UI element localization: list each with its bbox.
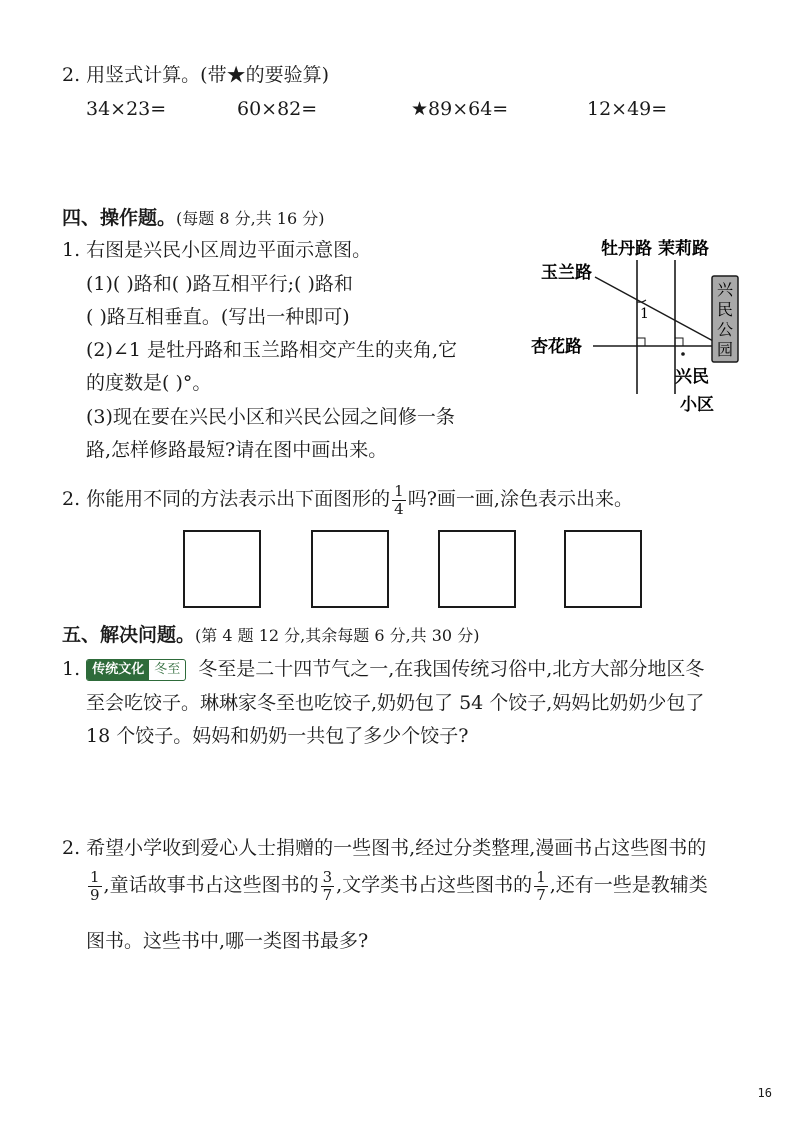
question-4-1-part3-line1: (3)现在要在兴民小区和兴民公园之间修一条: [86, 406, 455, 428]
badge-sub-label: 冬至: [154, 662, 181, 677]
question-4-1-part3-line2: 路,怎样修路最短?请在图中画出来。: [86, 439, 388, 461]
right-angle-mark-1: [637, 338, 645, 346]
calc-problem-4: 12×49=: [587, 98, 668, 120]
section-4-heading: 四、操作题。: [62, 207, 177, 229]
question-4-1-part2-line1: (2)∠1 是牡丹路和玉兰路相交产生的夹角,它: [86, 339, 458, 361]
badge-main-label: 传统文化: [87, 660, 149, 680]
fraction-numerator: 1: [536, 867, 546, 886]
question-4-1-part2-line2: 的度数是( )°。: [86, 372, 212, 394]
question-4-1-part1-line1: (1)( )路和( )路互相平行;( )路和: [86, 273, 353, 295]
question-5-2-line1: 2. 希望小学收到爱心人士捐赠的一些图书,经过分类整理,漫画书占这些图书的: [62, 837, 707, 859]
yulan-road-line: [595, 277, 715, 342]
right-angle-mark-2: [675, 338, 683, 346]
calc-problem-3: ★89×64=: [411, 98, 509, 120]
drawing-square-2[interactable]: [311, 530, 389, 608]
one-quarter-fraction: [392, 483, 406, 518]
question-5-1-line3: 18 个饺子。妈妈和奶奶一共包了多少个饺子?: [86, 725, 469, 747]
calc-problem-1: 34×23=: [86, 98, 167, 120]
label-community-line1: 兴民: [675, 367, 709, 387]
angle-1-label: 1: [640, 306, 649, 322]
label-moli-road: 茉莉路: [658, 239, 709, 259]
fraction-denominator: 4: [394, 499, 404, 518]
question-4-2: [62, 482, 633, 518]
question-5-2-seg1: ,童话故事书占这些图书的: [103, 874, 319, 896]
label-yulan-road: 玉兰路: [541, 263, 592, 283]
section-4-header: [62, 205, 324, 232]
question-5-2-seg3: ,还有一些是教辅类: [549, 874, 708, 896]
park-char-1: 兴: [716, 280, 734, 299]
question-4-1-part1-line2: ( )路互相垂直。(写出一种即可): [86, 306, 350, 328]
fraction-numerator: 3: [322, 867, 333, 886]
community-point: [681, 352, 685, 356]
drawing-square-1[interactable]: [183, 530, 261, 608]
section-5-heading: 五、解决问题。: [62, 624, 196, 646]
question-5-1-line2: 至会吃饺子。琳琳家冬至也吃饺子,奶奶包了 54 个饺子,妈妈比奶奶少包了: [86, 692, 705, 714]
section-4-points: (每题 8 分,共 16 分): [176, 209, 325, 228]
park-char-3: 公: [716, 320, 734, 339]
question-5-2-seg2: ,文学类书占这些图书的: [336, 874, 533, 896]
fraction-numerator: 1: [394, 481, 404, 500]
question-5-1-text-line1: 冬至是二十四节气之一,在我国传统习俗中,北方大部分地区冬: [198, 658, 705, 680]
label-xinghua-road: 杏花路: [531, 337, 582, 357]
question-3-2-title: 2. 用竖式计算。(带★的要验算): [62, 64, 329, 86]
section-5-header: [62, 622, 479, 649]
fraction-denominator: 7: [322, 885, 333, 904]
question-5-1-number: 1.: [62, 658, 81, 680]
traditional-culture-badge: [86, 659, 186, 681]
neighborhood-map: [525, 232, 745, 422]
fraction-one-seventh: [534, 869, 548, 904]
label-community-line2: 小区: [680, 395, 714, 415]
question-5-2-line2: [86, 866, 708, 904]
question-5-1-line1: [62, 656, 704, 682]
section-5-points: (第 4 题 12 分,其余每题 6 分,共 30 分): [195, 626, 480, 645]
calc-problem-2: 60×82=: [237, 98, 318, 120]
drawing-square-4[interactable]: [564, 530, 642, 608]
drawing-square-3[interactable]: [438, 530, 516, 608]
fraction-three-sevenths: [321, 869, 335, 904]
question-4-2-text-after: 吗?画一画,涂色表示出来。: [407, 488, 633, 510]
fraction-one-ninth: [88, 869, 102, 904]
question-4-1-stem: 1. 右图是兴民小区周边平面示意图。: [62, 239, 372, 261]
fraction-denominator: 9: [90, 885, 100, 904]
park-char-2: 民: [716, 300, 734, 319]
page-number: 16: [757, 1086, 772, 1100]
fraction-denominator: 7: [536, 885, 546, 904]
question-4-2-text-before: 2. 你能用不同的方法表示出下面图形的: [62, 488, 391, 510]
question-5-2-line3: 图书。这些书中,哪一类图书最多?: [86, 930, 369, 952]
label-mudan-road: 牡丹路: [601, 239, 652, 259]
fraction-numerator: 1: [90, 867, 100, 886]
park-char-4: 园: [716, 340, 734, 359]
